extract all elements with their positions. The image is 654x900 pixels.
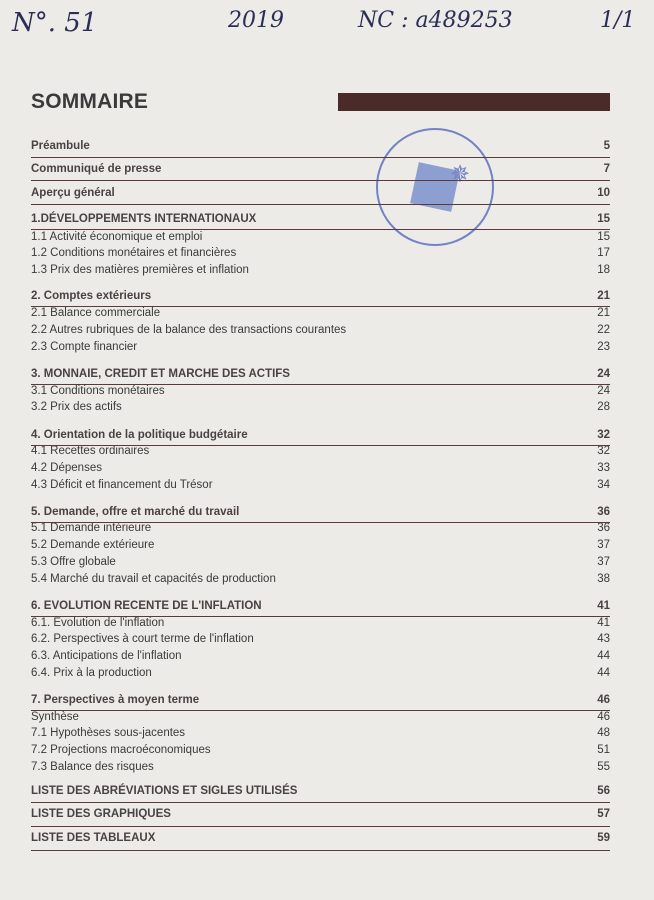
toc-entry xyxy=(31,539,610,551)
toc-page-number: 21 xyxy=(597,290,610,302)
toc-label: 5.3 Offre globale xyxy=(31,556,116,568)
toc-label: 2.1 Balance commerciale xyxy=(31,307,161,319)
toc-entry xyxy=(31,727,610,739)
toc-page-number: 51 xyxy=(597,744,610,756)
toc-heading xyxy=(31,290,610,302)
toc-label: 6.1. Evolution de l'inflation xyxy=(31,617,165,629)
toc-label: 5. Demande, offre et marché du travail xyxy=(31,506,240,518)
toc-page-number: 15 xyxy=(597,231,610,243)
toc-label: 3. MONNAIE, CREDIT ET MARCHE DES ACTIFS xyxy=(31,368,290,380)
toc-entry xyxy=(31,617,610,629)
toc-entry xyxy=(31,650,610,662)
toc-heading xyxy=(31,785,610,797)
toc-entry xyxy=(31,744,610,756)
toc-page-number: 23 xyxy=(597,341,610,353)
toc-label: 4. Orientation de la politique budgétaire xyxy=(31,429,248,441)
section-divider xyxy=(31,826,610,827)
toc-label: Préambule xyxy=(31,140,90,152)
toc-page-number: 41 xyxy=(597,600,610,612)
toc-page-number: 34 xyxy=(597,479,610,491)
toc-page-number: 37 xyxy=(597,539,610,551)
toc-heading xyxy=(31,368,610,380)
toc-entry xyxy=(31,556,610,568)
toc-page-number: 32 xyxy=(597,445,610,457)
toc-label: 5.1 Demande intérieure xyxy=(31,522,152,534)
toc-label: 5.2 Demande extérieure xyxy=(31,539,155,551)
toc-page-number: 38 xyxy=(597,573,610,585)
toc-heading xyxy=(31,832,610,844)
toc-label: LISTE DES GRAPHIQUES xyxy=(31,808,171,820)
toc-page-number: 10 xyxy=(597,187,610,199)
toc-entry xyxy=(31,264,610,276)
toc-page-number: 7 xyxy=(603,163,610,175)
toc-page-number: 59 xyxy=(597,832,610,844)
toc-label: 5.4 Marché du travail et capacités de production xyxy=(31,573,276,585)
toc-label: 7.1 Hypothèses sous-jacentes xyxy=(31,727,186,739)
toc-heading xyxy=(31,808,610,820)
toc-page-number: 36 xyxy=(597,522,610,534)
toc-label: 6.2. Perspectives à court terme de l'inflation xyxy=(31,633,254,645)
handwritten-nc-code: NC : a489253 xyxy=(358,8,513,33)
toc-page-number: 15 xyxy=(597,213,610,225)
toc-page-number: 57 xyxy=(597,808,610,820)
toc-page-number: 33 xyxy=(597,462,610,474)
toc-label: 2. Comptes extérieurs xyxy=(31,290,152,302)
toc-label: 1.3 Prix des matières premières et inflation xyxy=(31,264,249,276)
toc-entry xyxy=(31,462,610,474)
section-divider xyxy=(31,204,610,205)
toc-page-number: 46 xyxy=(597,711,610,723)
toc-label: 1.2 Conditions monétaires et financières xyxy=(31,247,237,259)
toc-heading xyxy=(31,506,610,518)
toc-entry xyxy=(31,341,610,353)
toc-heading xyxy=(31,694,610,706)
toc-label: 1.DÉVELOPPEMENTS INTERNATIONAUX xyxy=(31,213,257,225)
toc-heading xyxy=(31,140,610,152)
toc-label: 2.3 Compte financier xyxy=(31,341,138,353)
toc-entry xyxy=(31,633,610,645)
toc-entry xyxy=(31,479,610,491)
toc-page-number: 44 xyxy=(597,667,610,679)
toc-entry xyxy=(31,401,610,413)
toc-label: 6. EVOLUTION RECENTE DE L'INFLATION xyxy=(31,600,262,612)
toc-page-number: 18 xyxy=(597,264,610,276)
section-divider xyxy=(31,802,610,803)
toc-entry xyxy=(31,667,610,679)
toc-page-number: 5 xyxy=(603,140,610,152)
toc-page-number: 24 xyxy=(597,385,610,397)
toc-label: 7.2 Projections macroéconomiques xyxy=(31,744,211,756)
toc-heading xyxy=(31,163,610,175)
toc-entry xyxy=(31,231,610,243)
toc-label: Communiqué de presse xyxy=(31,163,162,175)
toc-page-number: 56 xyxy=(597,785,610,797)
toc-page-number: 37 xyxy=(597,556,610,568)
toc-label: 3.2 Prix des actifs xyxy=(31,401,122,413)
toc-page-number: 28 xyxy=(597,401,610,413)
section-divider xyxy=(31,445,610,446)
toc-page-number: 48 xyxy=(597,727,610,739)
toc-label: 2.2 Autres rubriques de la balance des transactions courantes xyxy=(31,324,347,336)
toc-page-number: 43 xyxy=(597,633,610,645)
toc-heading xyxy=(31,213,610,225)
toc-label: Synthèse xyxy=(31,711,79,723)
toc-label: LISTE DES ABRÉVIATIONS ET SIGLES UTILISÉS xyxy=(31,785,298,797)
toc-page-number: 46 xyxy=(597,694,610,706)
toc-page-number: 44 xyxy=(597,650,610,662)
handwritten-page-count: 1/1 xyxy=(600,8,636,33)
toc-entry xyxy=(31,307,610,319)
toc-label: 3.1 Conditions monétaires xyxy=(31,385,165,397)
toc-label: 6.3. Anticipations de l'inflation xyxy=(31,650,182,662)
toc-entry xyxy=(31,247,610,259)
toc-entry xyxy=(31,522,610,534)
section-divider xyxy=(31,384,610,385)
toc-label: 4.1 Recettes ordinaires xyxy=(31,445,150,457)
toc-label: 4.2 Dépenses xyxy=(31,462,102,474)
toc-entry xyxy=(31,761,610,773)
toc-label: 1.1 Activité économique et emploi xyxy=(31,231,203,243)
star-icon: ✵ xyxy=(450,161,471,188)
toc-page-number: 41 xyxy=(597,617,610,629)
toc-label: LISTE DES TABLEAUX xyxy=(31,832,156,844)
page-title: SOMMAIRE xyxy=(31,90,149,113)
toc-page-number: 32 xyxy=(597,429,610,441)
toc-label: 4.3 Déficit et financement du Trésor xyxy=(31,479,213,491)
toc-label: 7. Perspectives à moyen terme xyxy=(31,694,200,706)
toc-entry xyxy=(31,445,610,457)
section-divider xyxy=(31,180,610,181)
title-accent-bar xyxy=(338,93,610,111)
toc-page-number: 21 xyxy=(597,307,610,319)
toc-label: Aperçu général xyxy=(31,187,115,199)
toc-label: 7.3 Balance des risques xyxy=(31,761,154,773)
toc-entry xyxy=(31,385,610,397)
handwritten-year: 2019 xyxy=(228,8,284,33)
section-divider xyxy=(31,157,610,158)
toc-page-number: 22 xyxy=(597,324,610,336)
toc-heading xyxy=(31,187,610,199)
toc-heading xyxy=(31,600,610,612)
section-divider xyxy=(31,710,610,711)
toc-label: 6.4. Prix à la production xyxy=(31,667,152,679)
toc-entry xyxy=(31,324,610,336)
toc-page-number: 24 xyxy=(597,368,610,380)
section-divider xyxy=(31,850,610,851)
toc-page-number: 36 xyxy=(597,506,610,518)
section-divider xyxy=(31,306,610,307)
section-divider xyxy=(31,616,610,617)
toc-entry xyxy=(31,711,610,723)
toc-page-number: 55 xyxy=(597,761,610,773)
section-divider xyxy=(31,229,610,230)
toc-heading xyxy=(31,429,610,441)
section-divider xyxy=(31,522,610,523)
toc-entry xyxy=(31,573,610,585)
toc-page-number: 17 xyxy=(597,247,610,259)
handwritten-number: N°. 51 xyxy=(12,8,98,38)
